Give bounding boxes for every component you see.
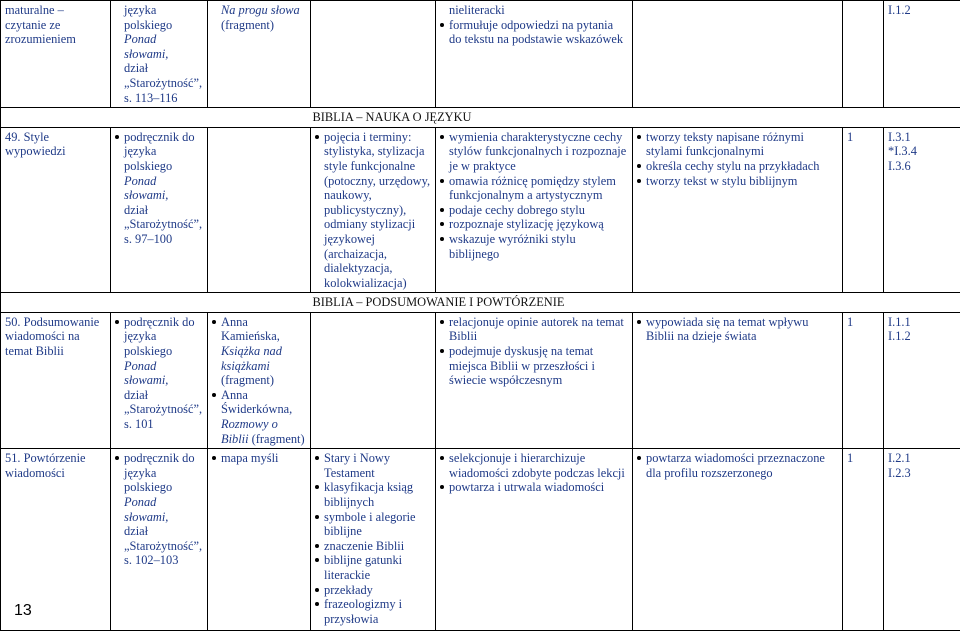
code-cell: I.3.1 *I.3.4 I.3.6 [884, 127, 960, 293]
table-row [1, 1, 960, 108]
list-item: frazeologizmy i przysłowia [315, 597, 431, 626]
list-item: Stary i Nowy Testament [315, 451, 431, 480]
basic-skills-cell [436, 449, 633, 631]
list-item: omawia różnicę pomiędzy stylem funkcjonalnym a artystycznym [440, 174, 628, 203]
lesson-cell: 49. Style wypowiedzi [1, 127, 111, 293]
hours-cell: 1 [843, 127, 884, 293]
list-item: znaczenie Biblii [315, 539, 431, 554]
material-cell [208, 449, 311, 631]
material-cell [208, 312, 311, 448]
section-header: BIBLIA – NAUKA O JĘZYKU [1, 108, 960, 128]
page-number: 13 [14, 604, 32, 619]
table-row [1, 127, 960, 293]
list-item: podaje cechy dobrego stylu [440, 203, 628, 218]
table-row [1, 449, 960, 631]
concepts-cell [311, 449, 436, 631]
basic-skills-cell [436, 127, 633, 293]
list-item: klasyfikacja ksiąg biblijnych [315, 480, 431, 509]
hours-cell [843, 1, 884, 108]
list-item: wymienia charakterystyczne cechy stylów funkcjonalnych i rozpoznaje je w praktyce [440, 130, 628, 174]
lesson-cell: 50. Podsumowanie wiadomości na temat Biblii [1, 312, 111, 448]
source-cell: podręcznik do języka polskiego Ponad słowami, dział „Starożytność”, s. 97–100 [111, 127, 208, 293]
list-item: symbole i alegorie biblijne [315, 510, 431, 539]
extended-skills-cell [633, 1, 843, 108]
source-cell: języka polskiego Ponad słowami, dział „Starożytność”, s. 113–116 [111, 1, 208, 108]
list-item: biblijne gatunki literackie [315, 553, 431, 582]
source-cell: podręcznik do języka polskiego Ponad słowami, dział „Starożytność”, s. 102–103 [111, 449, 208, 631]
lesson-cell: 51. Powtórzenie wiadomości [1, 449, 111, 631]
hours-cell: 1 [843, 312, 884, 448]
material-cell [208, 127, 311, 293]
list-item: powtarza wiadomości przeznaczone dla profilu rozszerzonego [637, 451, 838, 480]
code-cell: I.1.1 I.1.2 [884, 312, 960, 448]
list-item: Anna Świderkówna, Rozmowy o Biblii (fragment) [212, 388, 306, 446]
section-header: BIBLIA – PODSUMOWANIE I POWTÓRZENIE [1, 293, 960, 313]
extended-skills-cell [633, 449, 843, 631]
material-cell: Na progu słowa (fragment) [208, 1, 311, 108]
list-item: określa cechy stylu na przykładach [637, 159, 838, 174]
list-item: podejmuje dyskusję na temat miejsca Biblii w przeszłości i świecie współczesnym [440, 344, 628, 388]
concepts-cell [311, 1, 436, 108]
code-cell: I.2.1 I.2.3 [884, 449, 960, 631]
basic-skills-cell: nieliteracki formułuje odpowiedzi na pytania do tekstu na podstawie wskazówek [436, 1, 633, 108]
list-item: Anna Kamieńska, Książka nad książkami (fragment) [212, 315, 306, 388]
list-item: mapa myśli [212, 451, 306, 466]
list-item: selekcjonuje i hierarchizuje wiadomości zdobyte podczas lekcji [440, 451, 628, 480]
list-item: wypowiada się na temat wpływu Biblii na dzieje świata [637, 315, 838, 344]
list-item: tworzy tekst w stylu biblijnym [637, 174, 838, 189]
list-item: tworzy teksty napisane różnymi stylami funkcjonalnymi [637, 130, 838, 159]
hours-cell: 1 [843, 449, 884, 631]
table-row [1, 312, 960, 448]
list-item: formułuje odpowiedzi na pytania do tekstu na podstawie wskazówek [440, 18, 628, 47]
list-item: relacjonuje opinie autorek na temat Biblii [440, 315, 628, 344]
code-cell: I.1.2 [884, 1, 960, 108]
extended-skills-cell [633, 127, 843, 293]
lesson-cell: maturalne – czytanie ze zrozumieniem [1, 1, 111, 108]
list-item: wskazuje wyróżniki stylu biblijnego [440, 232, 628, 261]
basic-skills-cell [436, 312, 633, 448]
extended-skills-cell [633, 312, 843, 448]
list-item: rozpoznaje stylizację językową [440, 217, 628, 232]
list-item: pojęcia i terminy: stylistyka, stylizacja style funkcjonalne (potoczny, urzędowy, naukowy, publicystyczny), odmiany stylizacji językowej (archaizacja, dialektyzacja, kolokwializacja) [315, 130, 431, 291]
concepts-cell [311, 312, 436, 448]
concepts-cell [311, 127, 436, 293]
source-cell: podręcznik do języka polskiego Ponad słowami, dział „Starożytność”, s. 101 [111, 312, 208, 448]
list-item: przekłady [315, 583, 431, 598]
list-item: powtarza i utrwala wiadomości [440, 480, 628, 495]
